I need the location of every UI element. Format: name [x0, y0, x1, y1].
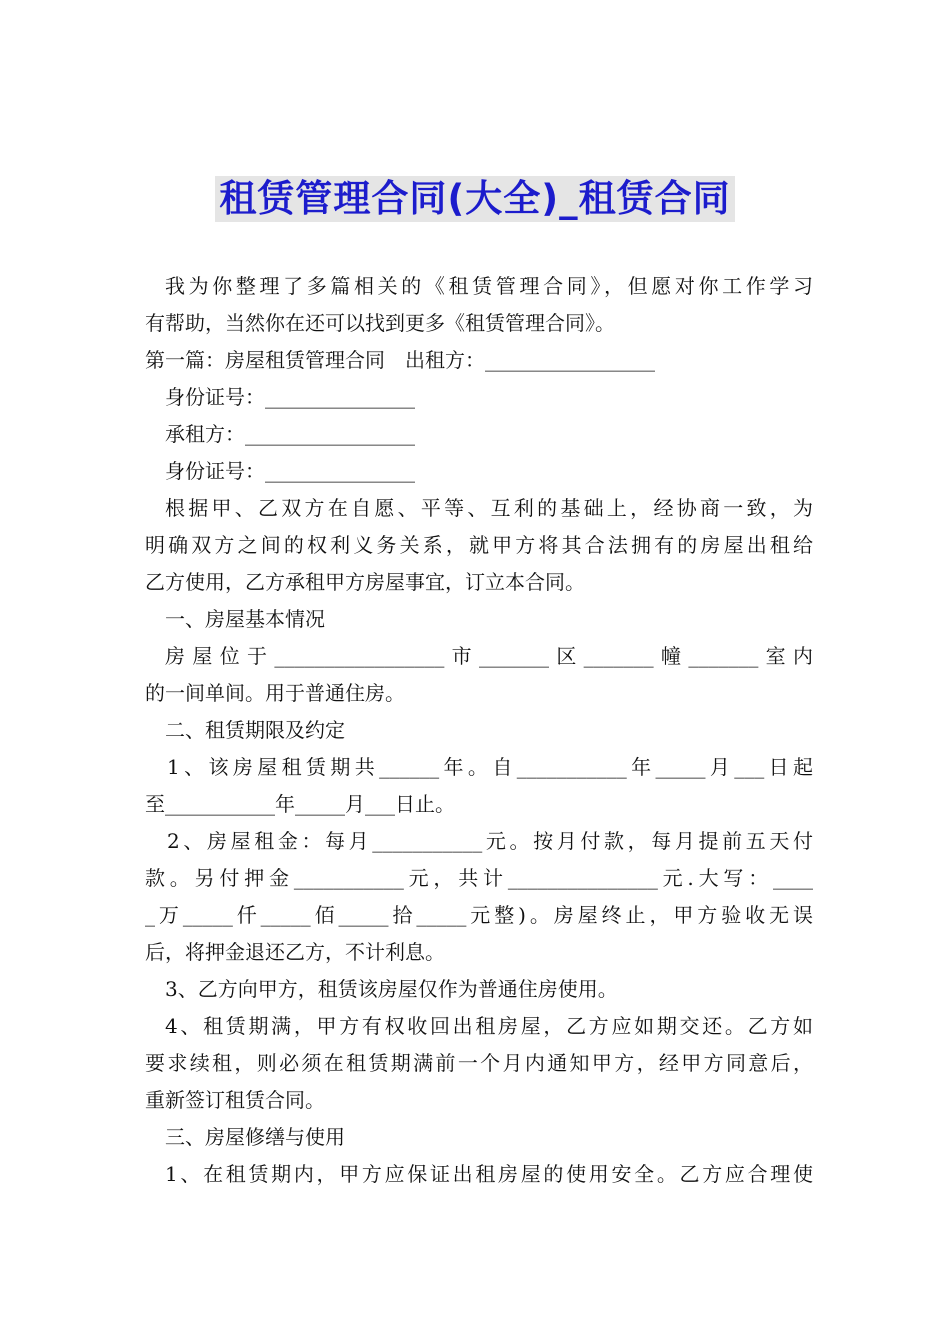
paragraph-line: 1、在租赁期内，甲方应保证出租房屋的使用安全。乙方应合理使	[165, 1162, 813, 1186]
document-title: 租赁管理合同(大全)_租赁合同	[215, 176, 734, 222]
paragraph-line: 1、该房屋租赁期共______年。自___________年_____月___日起	[167, 755, 813, 779]
form-field-line: 身份证号：_______________	[165, 459, 415, 483]
clause-heading: 一、房屋基本情况	[165, 607, 325, 631]
paragraph-line: 要求续租，则必须在租赁期满前一个月内通知甲方，经甲方同意后，	[145, 1051, 813, 1075]
paragraph-line: 3、乙方向甲方，租赁该房屋仅作为普通住房使用。	[165, 977, 618, 1001]
paragraph-line: 重新签订租赁合同。	[145, 1088, 325, 1112]
paragraph-line: 明确双方之间的权利义务关系，就甲方将其合法拥有的房屋出租给	[145, 533, 813, 557]
document-title-wrap	[0, 176, 950, 222]
paragraph-line: 2、房屋租金：每月___________元。按月付款，每月提前五天付	[167, 829, 813, 853]
paragraph-line: 至___________年_____月___日止。	[145, 792, 455, 816]
clause-heading: 三、房屋修缮与使用	[165, 1125, 345, 1149]
paragraph-line: 款。另付押金___________元，共计_______________元.大写：____	[145, 866, 813, 890]
paragraph-line: 房屋位于_________________市_______区_______幢_______室内	[165, 644, 813, 668]
form-field-line: 身份证号：_______________	[165, 385, 415, 409]
clause-heading: 二、租赁期限及约定	[165, 718, 345, 742]
form-field-line: 承租方：_________________	[165, 422, 415, 446]
paragraph-line: 4、租赁期满，甲方有权收回出租房屋，乙方应如期交还。乙方如	[165, 1014, 813, 1038]
document-body	[145, 268, 813, 1193]
paragraph-line: 根据甲、乙双方在自愿、平等、互利的基础上，经协商一致，为	[165, 496, 813, 520]
paragraph-line: 后，将押金退还乙方，不计利息。	[145, 940, 445, 964]
paragraph-line: _万_____仟_____佰_____拾_____元整)。房屋终止，甲方验收无误	[145, 903, 813, 927]
paragraph-line: 我为你整理了多篇相关的《租赁管理合同》，但愿对你工作学习	[165, 274, 813, 298]
paragraph-line: 乙方使用，乙方承租甲方房屋事宜，订立本合同。	[145, 570, 585, 594]
paragraph-line: 有帮助，当然你在还可以找到更多《租赁管理合同》。	[145, 311, 615, 335]
section-heading-line: 第一篇：房屋租赁管理合同 出租方：_________________	[145, 348, 655, 372]
paragraph-line: 的一间单间。用于普通住房。	[145, 681, 405, 705]
